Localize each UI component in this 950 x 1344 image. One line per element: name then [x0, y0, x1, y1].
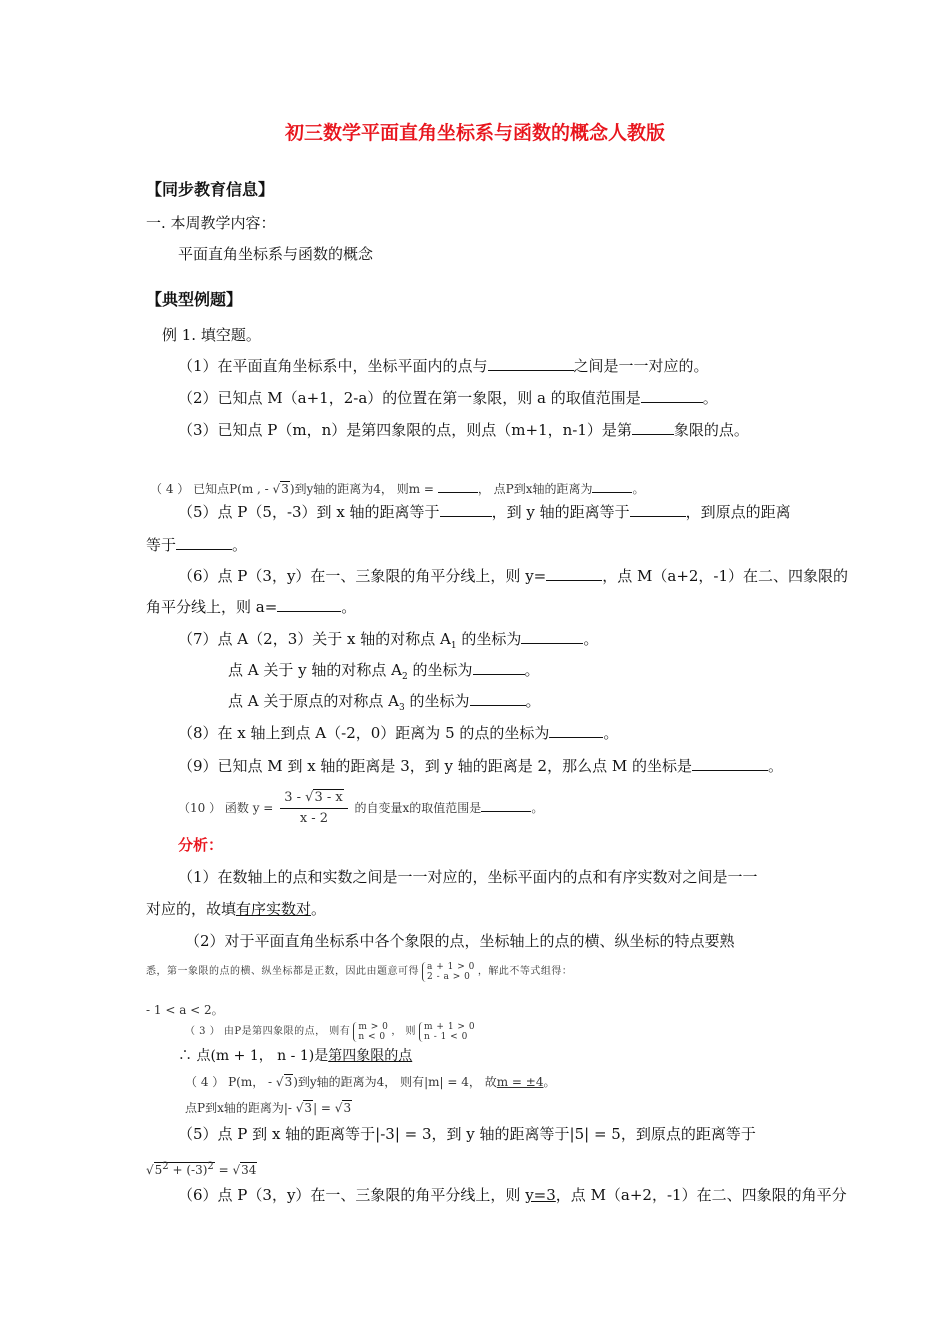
inequality-system: m + 1 > 0 n - 1 < 0 [419, 1022, 475, 1042]
answer-blank [277, 597, 341, 612]
page-title: 初三数学平面直角坐标系与函数的概念人教版 [284, 122, 665, 144]
inequality-system: a + 1 > 0 2 - a > 0 [422, 962, 475, 982]
analysis-3: （ 3 ） 由P是第四象限的点， 则有 m > 0 n < 0 ， 则 m + 1 > 0 n - 1 < 0 [185, 1021, 476, 1042]
answer-blank [546, 566, 602, 581]
question-10: （10 ） 函数 y = $\frac{3 - √3 - x}{x - 2}$ 的自变量x的取值范围是 。 [178, 790, 544, 826]
answer-blank [176, 535, 232, 550]
analysis-label: 分析： [178, 836, 224, 854]
question-2: （2）已知点 M（a+1，2-a）的位置在第一象限，则 a 的取值范围是 。 [178, 389, 718, 407]
answer-blank [692, 756, 768, 771]
question-7-b: 点 A 关于 y 轴的对称点 $A_2$ 的坐标为 。 [228, 661, 540, 682]
analysis-5: （5）点 P 到 x 轴的距离等于|-3| = 3，到 y 轴的距离等于|5| = 5，到原点的距离等于 [178, 1125, 756, 1143]
question-4: （ 4 ） 已知点P(m , - √3)到y轴的距离为4， 则m = ， 点P到x轴的距离为 。 [150, 478, 645, 499]
section-heading-examples: 【典型例题】 [146, 290, 243, 309]
question-3: （3）已知点 P（m，n）是第四象限的点，则点（m+1，n-1）是第 象限的点。 [178, 421, 749, 439]
sqrt-symbol: √ [272, 482, 281, 496]
question-7-c: 点 A 关于原点的对称点 $A_3$ 的坐标为 。 [228, 692, 541, 713]
question-1: （1）在平面直角坐标系中，坐标平面内的点与 之间是一一对应的。 [178, 357, 709, 375]
analysis-6: （6）点 P（3，y）在一、三象限的角平分线上，则 y=3，点 M（a+2，-1）在二、四象限的角平分 [178, 1186, 847, 1204]
analysis-5-cont: $√5^2 + (-3)^2 = √34$ [146, 1161, 257, 1177]
answer-blank [632, 420, 674, 435]
answer-blank [521, 629, 583, 644]
answer-blank [473, 660, 525, 675]
analysis-3-cont: ∴ 点(m + 1， n - 1)是第四象限的点 [178, 1048, 413, 1064]
question-9: （9）已知点 M 到 x 轴的距离是 3，到 y 轴的距离是 2，那么点 M 的坐标是 。 [178, 757, 783, 775]
example-label: 例 1. 填空题。 [162, 326, 261, 344]
answer-blank [470, 691, 526, 706]
analysis-1-cont: 对应的，故填有序实数对。 [146, 900, 327, 918]
answer-blank [488, 356, 574, 371]
analysis-2-cont: 悉，第一象限的点的横、纵坐标都是正数，因此由题意可得 a + 1 > 0 2 - a > 0 ，解此不等式组得： [146, 961, 573, 982]
question-8: （8）在 x 轴上到点 A（-2，0）距离为 5 的点的坐标为 。 [178, 724, 619, 742]
answer-blank [438, 478, 478, 493]
answer-blank [641, 388, 703, 403]
question-6-cont: 角平分线上，则 a= 。 [146, 598, 357, 616]
answer-blank [630, 502, 686, 517]
fraction: $\frac{3 - √3 - x}{x - 2}$ [280, 790, 348, 827]
question-5: （5）点 P（5，-3）到 x 轴的距离等于 ，到 y 轴的距离等于 ，到原点的距离 [178, 503, 791, 521]
question-6: （6）点 P（3，y）在一、三象限的角平分线上，则 y= ，点 M（a+2，-1）在二、四象限的 [178, 567, 849, 585]
answer-blank [549, 723, 603, 738]
inequality-system: m > 0 n < 0 [353, 1022, 388, 1042]
analysis-4: （ 4 ） P(m， - √3)到y轴的距离为4， 则有|m| = 4， 故m = ±4。 [185, 1075, 556, 1089]
section-heading-info: 【同步教育信息】 [146, 180, 275, 199]
answer-blank [440, 502, 492, 517]
question-5-cont: 等于 。 [146, 536, 248, 554]
analysis-2: （2）对于平面直角坐标系中各个象限的点，坐标轴上的点的横、纵坐标的特点要熟 [185, 932, 735, 950]
analysis-2-result: - 1 < a < 2。 [146, 1003, 224, 1017]
week-content: 平面直角坐标系与函数的概念 [178, 245, 374, 263]
answer-blank [592, 478, 632, 493]
answer-blank [481, 797, 531, 812]
question-7: （7）点 A（2，3）关于 x 轴的对称点 $A_1$ 的坐标为 。 [178, 630, 599, 651]
analysis-4-cont: 点P到x轴的距离为|- √3| = √3 [185, 1101, 352, 1115]
week-content-label: 一. 本周教学内容： [146, 214, 276, 232]
analysis-1: （1）在数轴上的点和实数之间是一一对应的，坐标平面内的点和有序实数对之间是一一 [178, 868, 758, 886]
